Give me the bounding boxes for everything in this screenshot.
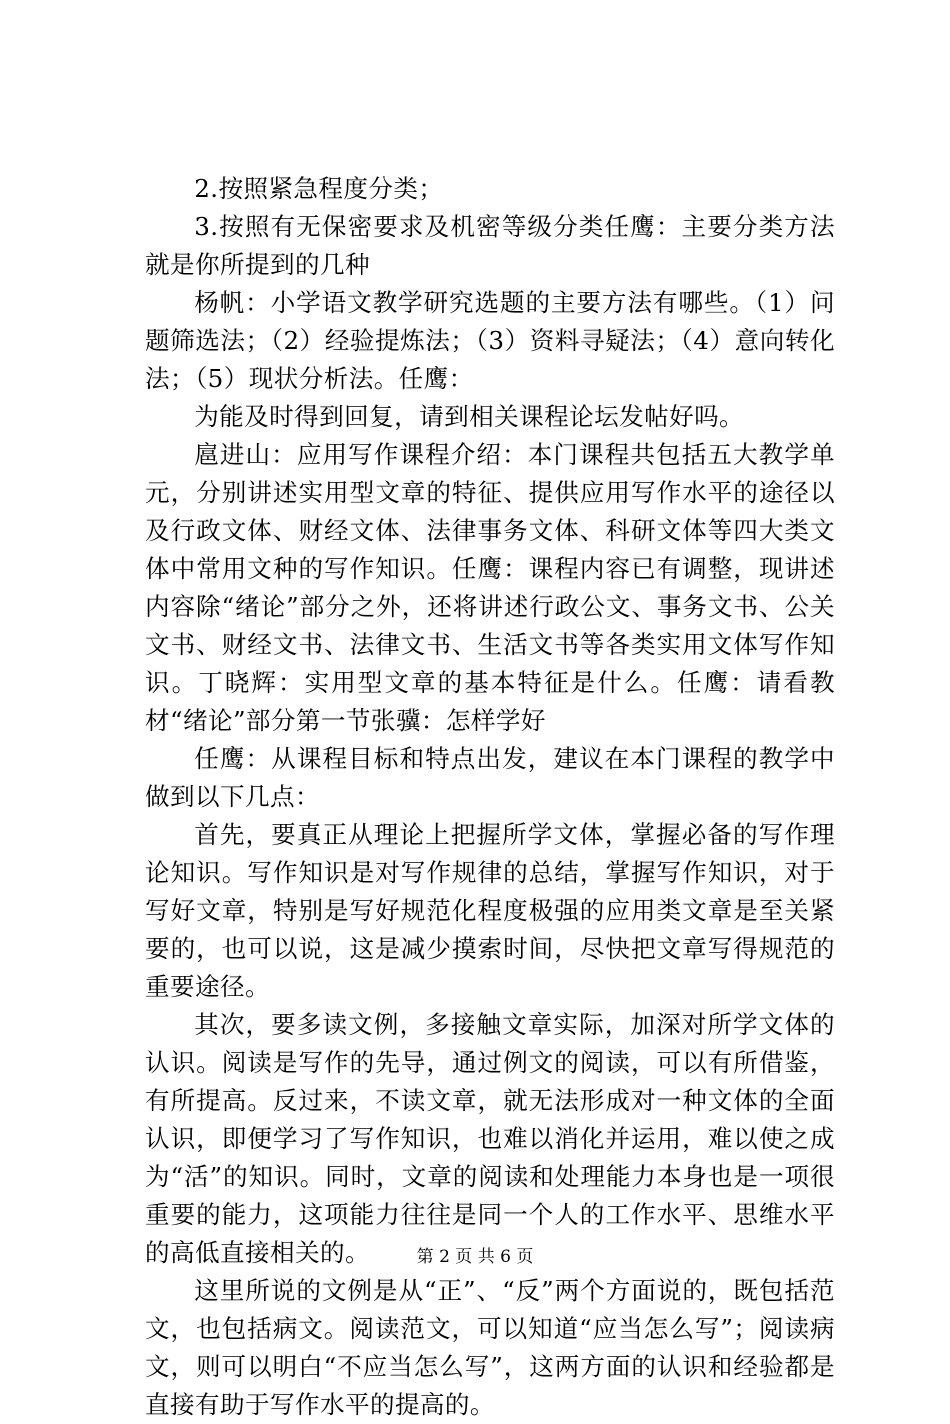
paragraph-2: 3.按照有无保密要求及机密等级分类任鹰：主要分类方法就是你所提到的几种: [145, 212, 835, 279]
paragraph-9: 这里所说的文例是从“正”、“反”两个方面说的，既包括范文，也包括病文。阅读范文，可以知道“应当怎么写”；阅读病文，则可以明白“不应当怎么写”，这两方面的认识和经验都是直接有助于写作水平的提高的。: [145, 1276, 835, 1419]
paragraph-8: 其次，要多读文例，多接触文章实际，加深对所学文体的认识。阅读是写作的先导，通过例文的阅读，可以有所借鉴，有所提高。反过来，不读文章，就无法形成对一种文体的全面认识，即便学习了写作知识，也难以消化并运用，难以使之成为“活”的知识。同时，文章的阅读和处理能力本身也是一项很重要的能力，这项能力往往是同一个人的工作水平、思维水平的高低直接相关的。: [145, 1010, 835, 1267]
paragraph-6: 任鹰：从课程目标和特点出发，建议在本门课程的教学中做到以下几点：: [145, 744, 835, 811]
paragraph-4: 为能及时得到回复，请到相关课程论坛发帖好吗。: [194, 402, 745, 431]
paragraph-3: 杨帆：小学语文教学研究选题的主要方法有哪些。（1）问题筛选法；（2）经验提炼法；（3）资料寻疑法；（4）意向转化法；（5）现状分析法。任鹰：: [145, 288, 835, 393]
page-number-footer: 第 2 页 共 6 页: [416, 1247, 534, 1267]
paragraph-1: 2.按照紧急程度分类；: [194, 174, 444, 203]
paragraph-7: 首先，要真正从理论上把握所学文体，掌握必备的写作理论知识。写作知识是对写作规律的总结，掌握写作知识，对于写好文章，特别是写好规范化程度极强的应用类文章是至关紧要的，也可以说，这是减少摸索时间，尽快把文章写得规范的重要途径。: [145, 820, 835, 1001]
document-body: [145, 170, 835, 1424]
paragraph-5: 扈进山：应用写作课程介绍：本门课程共包括五大教学单元，分别讲述实用型文章的特征、提供应用写作水平的途径以及行政文体、财经文体、法律事务文体、科研文体等四大类文体中常用文种的写作知识。任鹰：课程内容已有调整，现讲述内容除“绪论”部分之外，还将讲述行政公文、事务文书、公关文书、财经文书、法律文书、生活文书等各类实用文体写作知识。丁晓辉：实用型文章的基本特征是什么。任鹰：请看教材“绪论”部分第一节张骥：怎样学好: [145, 440, 835, 735]
